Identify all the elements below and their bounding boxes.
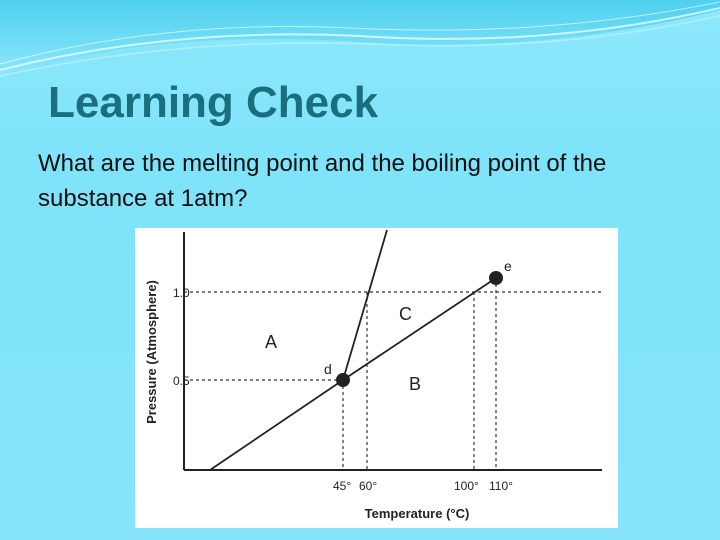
point-label-e: e <box>504 258 512 274</box>
question-text: What are the melting point and the boiling point of the substance at 1atm? <box>38 150 607 212</box>
y-tick-0-5: 0.5 <box>173 374 190 388</box>
region-label-a: A <box>265 332 278 352</box>
melting-curve <box>343 230 387 380</box>
vaporization-curve <box>343 278 496 380</box>
phase-diagram-svg <box>135 228 618 528</box>
x-tick-110: 110° <box>489 479 513 493</box>
region-label-c: C <box>399 304 412 324</box>
region-label-b: B <box>409 374 422 394</box>
x-tick-60: 60° <box>359 479 378 493</box>
sublimation-curve <box>210 380 343 470</box>
point-label-d: d <box>324 361 332 377</box>
x-tick-45: 45° <box>333 479 352 493</box>
slide-title: Learning Check <box>48 78 379 127</box>
phase-diagram <box>135 228 618 528</box>
triple-point-d <box>336 373 350 387</box>
critical-point-e <box>489 271 503 285</box>
y-tick-1-0: 1.0 <box>173 286 190 300</box>
y-axis-label: Pressure (Atmosphere) <box>144 280 159 424</box>
x-axis-label: Temperature (°C) <box>364 506 470 521</box>
x-tick-100: 100° <box>454 479 479 493</box>
